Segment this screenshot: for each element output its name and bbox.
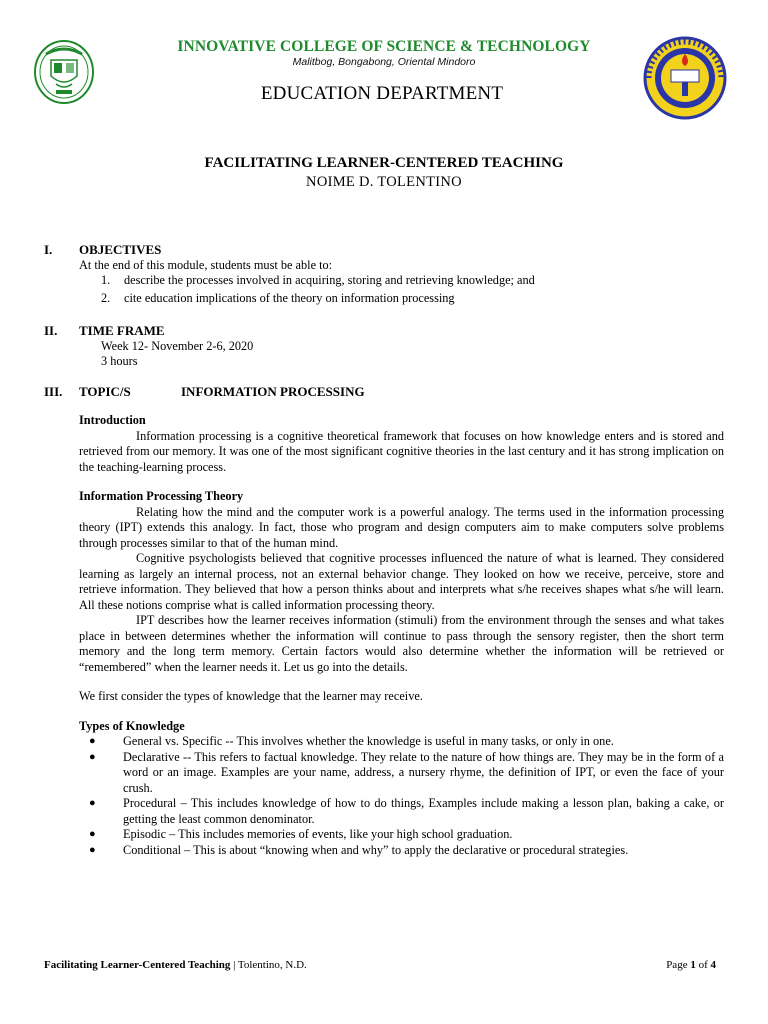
ipt-paragraph: Relating how the mind and the computer work is a powerful analogy. The terms used in the information processing theory (IPT) extends this analogy. In fact, those who program and design computers aim to make computers solve problems through processes similar to that of the human mind. [79,504,724,550]
bullet-icon: ● [89,735,96,747]
ipt-heading: Information Processing Theory [79,489,244,503]
time-frame-week: Week 12- November 2-6, 2020 [101,338,254,353]
college-name: INNOVATIVE COLLEGE OF SCIENCE & TECHNOLOGY [177,38,591,55]
footer-course: Facilitating Learner-Centered Teaching | Tolentino, N.D. [44,959,307,971]
department-title: EDUCATION DEPARTMENT [260,83,504,104]
objectives-list [79,273,724,306]
list-item: 1. describe the processes involved in acquiring, storing and retrieving knowledge; and [101,273,535,287]
list-item: 2. cite education implications of the theory on information processing [101,290,455,305]
college-of-education-seal-icon [643,36,727,120]
introduction-paragraph: Information processing is a cognitive theoretical framework that focuses on how knowledge enters and is stored and retrieved from our memory. It was one of the most significant cognitive theories in the last century and it has strong implication on the teaching-learning process. [79,428,724,474]
types-heading: Types of Knowledge [79,718,185,733]
page-number: Page 1 of 4 [666,959,716,971]
objectives-intro: At the end of this module, students must be able to: [79,257,333,272]
course-title: FACILITATING LEARNER-CENTERED TEACHING [204,155,564,171]
section-heading: OBJECTIVES [79,242,162,257]
bullet-icon: ● [89,843,96,856]
author-name: NOIME D. TOLENTINO [306,174,462,190]
topic-title: INFORMATION PROCESSING [181,383,365,399]
list-item: ● Procedural – This includes knowledge of how to do things, Examples include making a lesson plan, baking a cake, or getting the least common denominator. [79,796,724,827]
section-time-frame [44,323,724,370]
section-heading: TIME FRAME [79,323,165,338]
list-item: ● Declarative -- This refers to factual knowledge. They relate to the nature of how things are. They may be in the form of a word or an image. Examples are your name, address, a nursery rhyme, the definition of IPT, or even the face of your crush. [79,750,724,797]
college-address: Malitbog, Bongabong, Oriental Mindoro [292,56,476,68]
section-objectives [44,242,724,306]
list-item: ● Conditional – This is about “knowing when and why” to apply the declarative or procedural strategies. [79,843,724,859]
bullet-icon: ● [89,828,96,840]
ipt-paragraph: IPT describes how the learner receives information (stimuli) from the environment through the senses and what takes place in between determines whether the information will continue to pass through the sensory register, then the short term memory and the long term memory. Certain factors would also determine whether the information will be retrieved or “remembered” when the learner needs it. Let us go into the details. [79,613,724,674]
time-frame-hours: 3 hours [101,354,138,368]
module-content [44,242,724,858]
list-item: ● General vs. Specific -- This involves whether the knowledge is useful in many tasks, or only in one. [79,734,724,750]
introduction-heading: Introduction [79,413,146,427]
bullet-icon: ● [89,797,96,809]
ipt-closing: We first consider the types of knowledge that the learner may receive. [79,689,423,703]
section-topic [44,384,724,859]
types-list [79,734,724,858]
section-numeral: II. [44,323,58,338]
section-heading: TOPIC/S [79,383,131,399]
section-numeral: III. [44,383,63,399]
list-item: ● Episodic – This includes memories of events, like your high school graduation. [79,827,724,843]
ipt-paragraph: Cognitive psychologists believed that cognitive processes influenced the nature of what is learned. They considered learning as largely an internal process, not an external behavior change. They looked on how we receive, perceive, store and retrieve information. They believed that how a person thinks about and interprets what s/he receives shapes what s/he will learn. All these notions comprise what is called information processing theory. [79,551,724,612]
bullet-icon: ● [89,750,96,763]
section-numeral: I. [44,242,53,257]
